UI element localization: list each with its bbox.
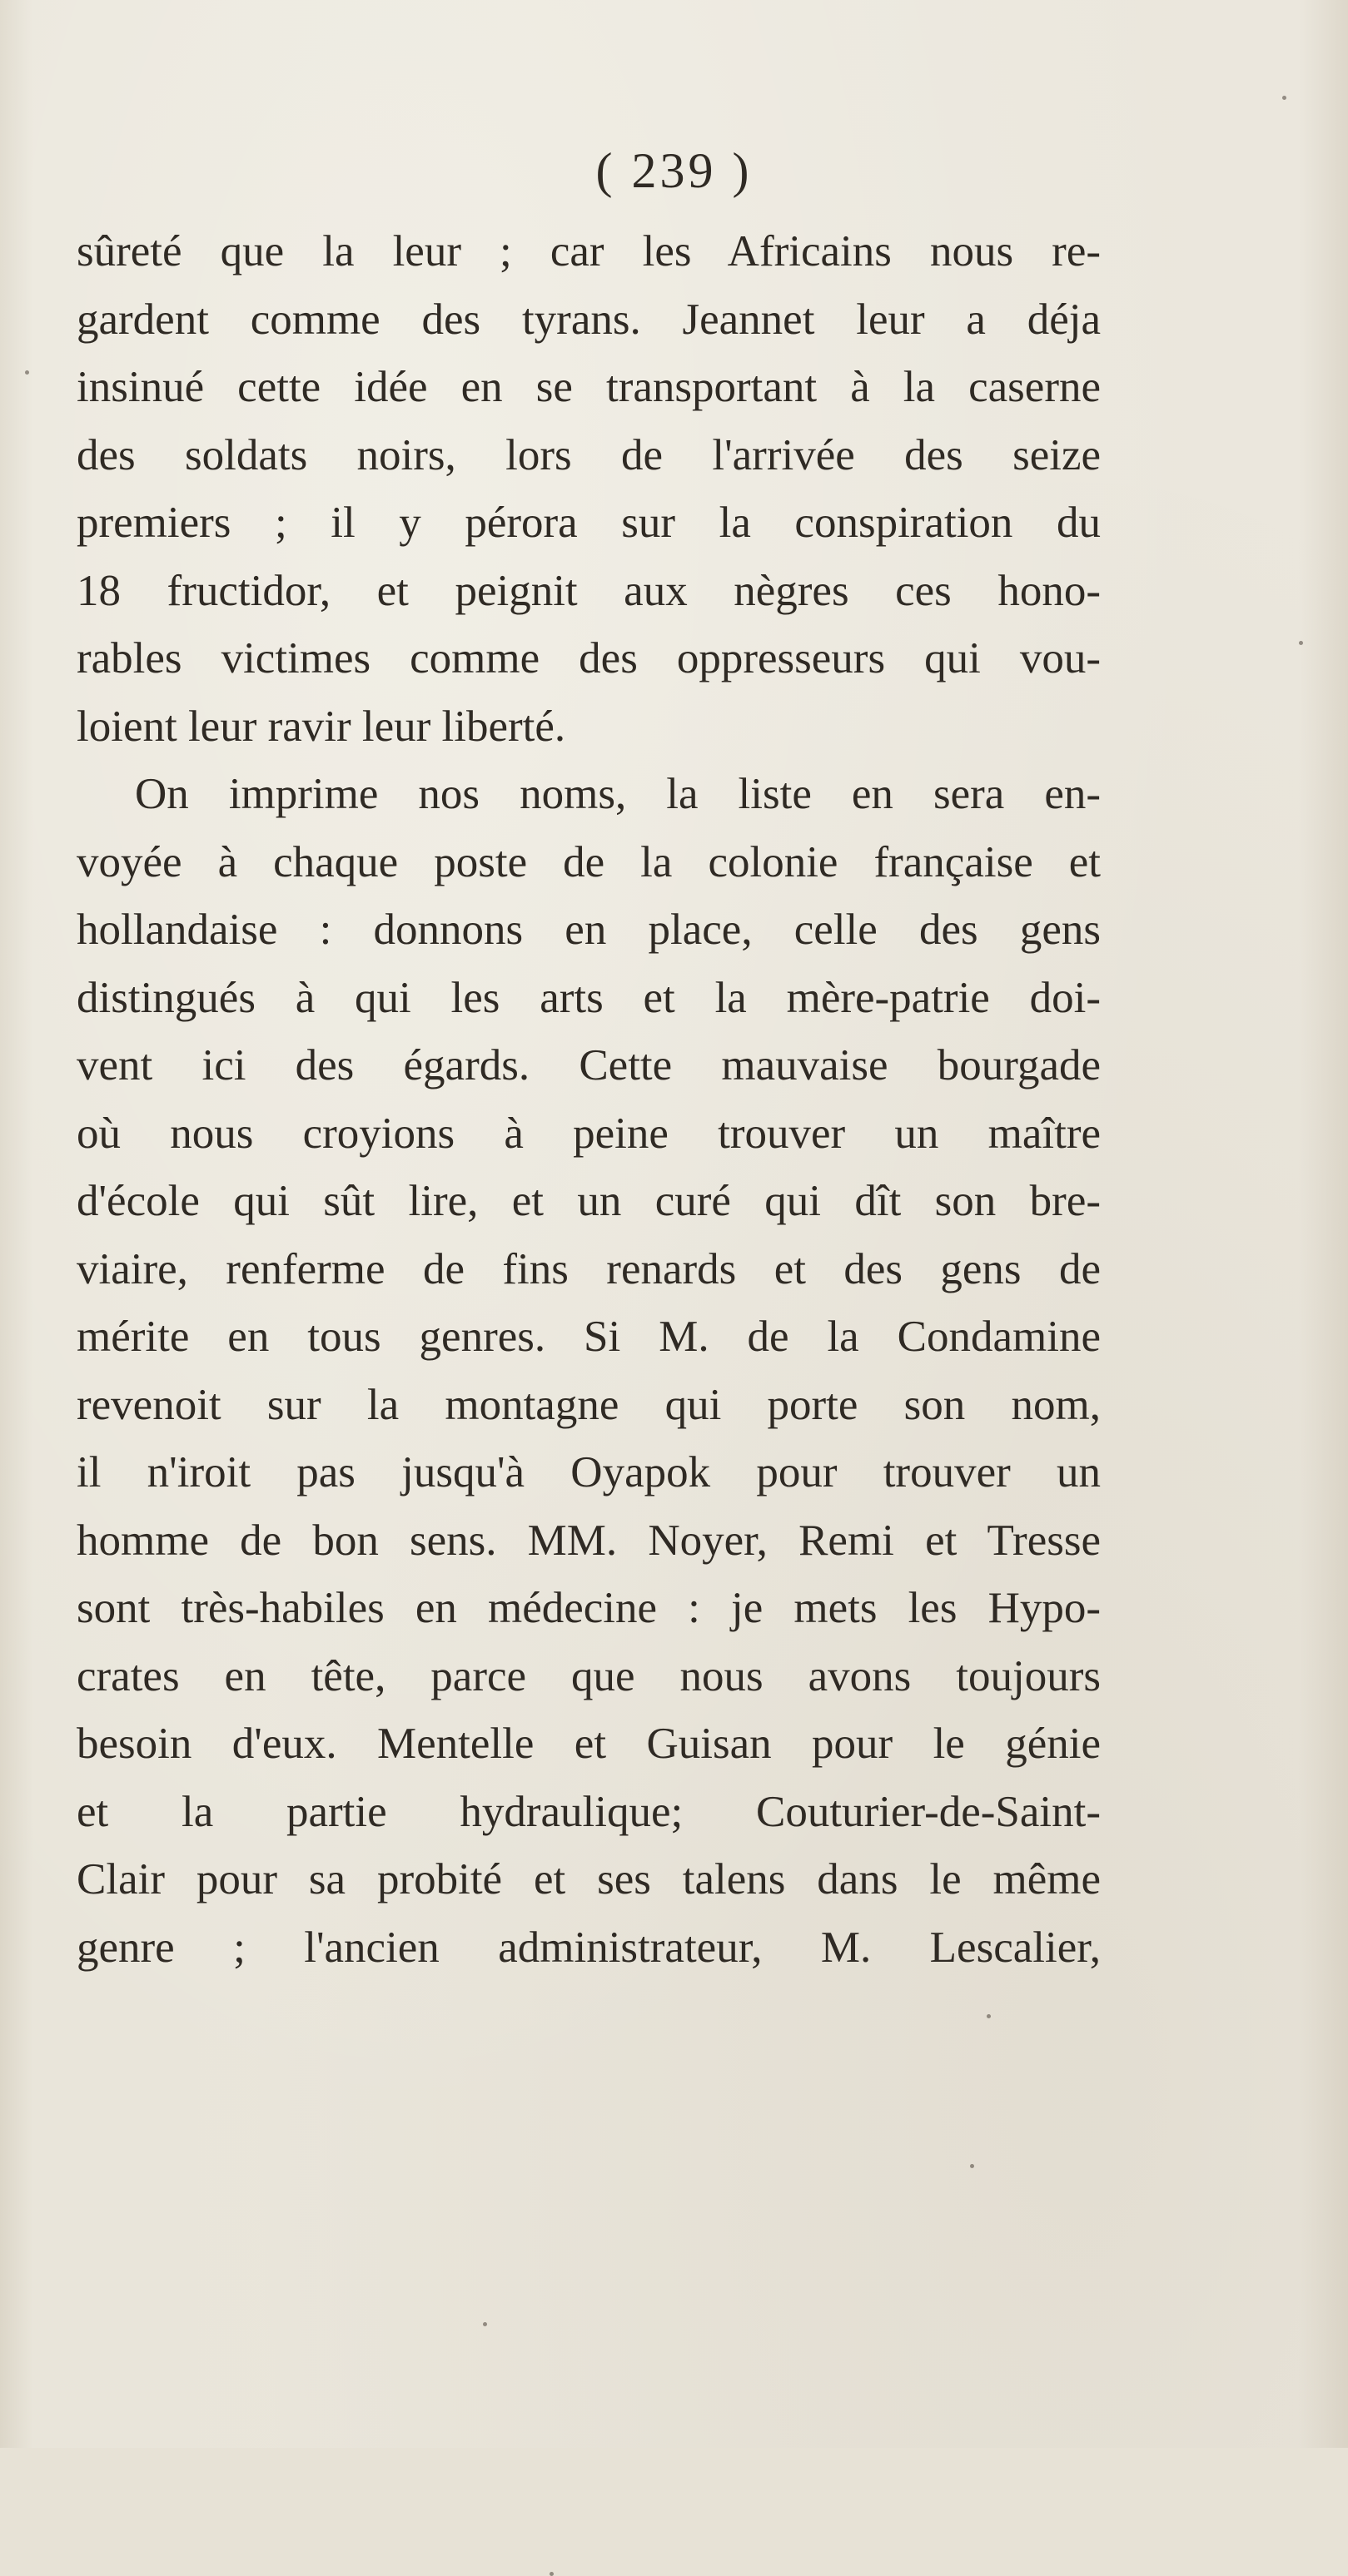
paper-speck	[483, 2322, 487, 2326]
paper-speck	[550, 2572, 554, 2576]
text-line: il n'iroit pas jusqu'à Oyapok pour trouver un	[77, 1448, 1101, 1496]
text-line: voyée à chaque poste de la colonie française et	[77, 837, 1101, 886]
text-line: loient leur ravir leur liberté.	[77, 702, 566, 751]
paper-speck	[970, 2164, 974, 2168]
text-line: homme de bon sens. MM. Noyer, Remi et Tresse	[77, 1516, 1101, 1565]
text-line: besoin d'eux. Mentelle et Guisan pour le génie	[77, 1720, 1101, 1768]
text-line: premiers ; il y pérora sur la conspiration du	[77, 499, 1101, 547]
text-line: viaire, renferme de fins renards et des gens de	[77, 1244, 1101, 1293]
text-line: crates en tête, parce que nous avons toujours	[77, 1651, 1101, 1700]
paper-speck	[1299, 641, 1303, 645]
text-line: revenoit sur la montagne qui porte son nom,	[77, 1380, 1101, 1429]
text-line: sont très-habiles en médecine : je mets les Hypo-	[77, 1584, 1101, 1632]
text-line: rables victimes comme des oppresseurs qui vou-	[77, 634, 1101, 682]
text-line: sûreté que la leur ; car les Africains nous re-	[77, 227, 1101, 275]
page-number: ( 239 )	[595, 143, 753, 198]
paper-speck	[25, 370, 29, 375]
text-line: On imprime nos noms, la liste en sera en-	[135, 770, 1101, 818]
text-line: et la partie hydraulique; Couturier-de-Saint-	[77, 1787, 1101, 1836]
text-line: où nous croyions à peine trouver un maître	[77, 1109, 1101, 1158]
text-line: genre ; l'ancien administrateur, M. Lescalier,	[77, 1923, 1101, 1972]
text-line: mérite en tous genres. Si M. de la Condamine	[77, 1313, 1101, 1361]
paper-speck	[1282, 96, 1286, 100]
paper-speck	[987, 2014, 991, 2018]
body-text	[77, 218, 1101, 1982]
text-line: distingués à qui les arts et la mère-patrie doi-	[77, 973, 1101, 1022]
text-line: vent ici des égards. Cette mauvaise bourgade	[77, 1041, 1101, 1089]
text-line: hollandaise : donnons en place, celle des gens	[77, 906, 1101, 954]
text-line: d'école qui sût lire, et un curé qui dît son bre-	[77, 1177, 1101, 1225]
text-line: 18 fructidor, et peignit aux nègres ces hono-	[77, 566, 1101, 615]
text-line: insinué cette idée en se transportant à la caserne	[77, 363, 1101, 411]
text-line: gardent comme des tyrans. Jeannet leur a déja	[77, 295, 1101, 344]
text-line: des soldats noirs, lors de l'arrivée des seize	[77, 430, 1101, 479]
text-line: Clair pour sa probité et ses talens dans le même	[77, 1855, 1101, 1903]
